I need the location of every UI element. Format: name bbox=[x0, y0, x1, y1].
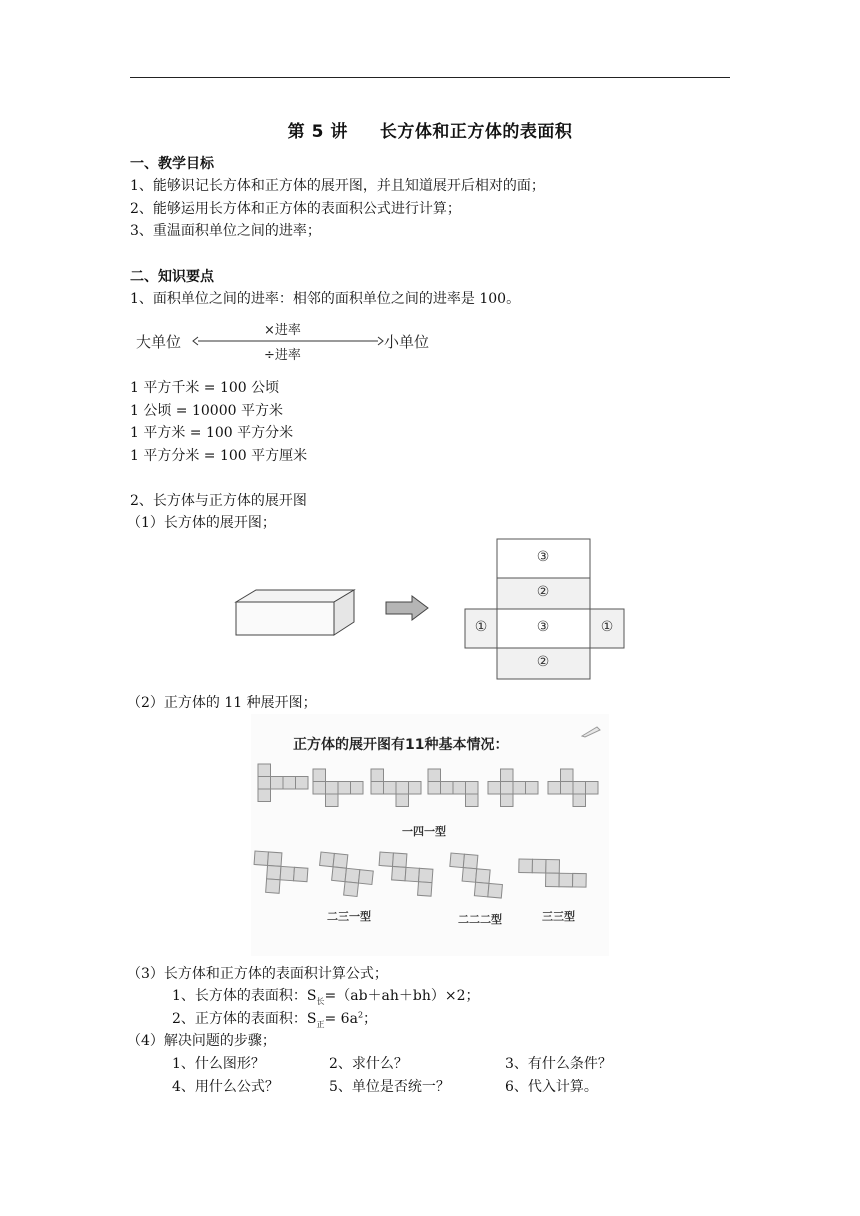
unit-conversion-diagram bbox=[130, 318, 440, 366]
sub4-text: （4）解决问题的步骤； bbox=[127, 1033, 276, 1049]
cuboid-formula: 1、长方体的表面积：$S_长=(ab+ah+bh)\times 2$； bbox=[172, 988, 480, 1006]
net-face-label: ③ bbox=[536, 619, 550, 635]
goal-item: 2、能够运用长方体和正方体的表面积公式进行计算； bbox=[130, 201, 461, 217]
conversion-line: 1 平方米 = 100 平方分米 bbox=[130, 425, 294, 441]
lecture-number: 第 5 讲 bbox=[287, 122, 348, 142]
sub1-text: （1）长方体的展开图； bbox=[127, 515, 276, 531]
conversion-line: 1 平方分米 = 100 平方厘米 bbox=[130, 448, 308, 464]
right-arrow-icon bbox=[384, 594, 432, 622]
net-face-label: ① bbox=[600, 619, 614, 635]
point2-text: 2、长方体与正方体的展开图 bbox=[130, 493, 307, 509]
cuboid-net bbox=[464, 538, 626, 680]
cube-net bbox=[519, 859, 587, 887]
point1-text: 1、面积单位之间的进率：相邻的面积单位之间的进率是 100。 bbox=[130, 291, 521, 307]
divide-rate-label: ÷进率 bbox=[264, 348, 301, 363]
section2-heading: 二、知识要点 bbox=[130, 269, 214, 285]
cube-net bbox=[313, 769, 363, 807]
net-face-label: ② bbox=[536, 584, 550, 600]
cube-net bbox=[371, 769, 421, 807]
big-unit-label: 大单位 bbox=[136, 333, 182, 351]
step-item: 1、什么图形？ bbox=[172, 1056, 265, 1072]
net-face-label: ① bbox=[474, 619, 488, 635]
goal-item: 1、能够识记长方体和正方体的展开图，并且知道展开后相对的面； bbox=[130, 178, 545, 194]
cube-nets-title: 正方体的展开图有11种基本情况： bbox=[293, 737, 509, 753]
step-item: 2、求什么？ bbox=[329, 1056, 408, 1072]
lecture-title: 长方体和正方体的表面积 bbox=[379, 122, 573, 142]
cube-net bbox=[488, 769, 538, 807]
cube-nets-figure bbox=[251, 714, 609, 956]
cube-net bbox=[428, 769, 478, 807]
cube-net bbox=[377, 852, 434, 896]
header-rule bbox=[130, 77, 730, 78]
net-type-label: 三三型 bbox=[542, 910, 575, 923]
net-type-label: 二二二型 bbox=[458, 913, 502, 926]
multiply-rate-label: ×进率 bbox=[264, 323, 301, 338]
net-face-label: ② bbox=[536, 654, 550, 670]
cube-formula: 2、正方体的表面积：$S_正= 6a^2$； bbox=[172, 1010, 378, 1029]
small-unit-label: 小单位 bbox=[384, 333, 430, 351]
step-item: 6、代入计算。 bbox=[505, 1079, 598, 1095]
conversion-line: 1 公顷 = 10000 平方米 bbox=[130, 403, 283, 419]
cube-net bbox=[447, 853, 504, 898]
section1-heading: 一、教学目标 bbox=[130, 156, 214, 172]
cube-net bbox=[252, 851, 309, 895]
double-arrow-icon bbox=[192, 334, 384, 348]
goal-item: 3、重温面积单位之间的进率； bbox=[130, 223, 321, 239]
sub3-text: （3）长方体和正方体的表面积计算公式； bbox=[127, 966, 388, 982]
step-item: 3、有什么条件？ bbox=[505, 1056, 612, 1072]
step-item: 4、用什么公式？ bbox=[172, 1079, 279, 1095]
cube-net bbox=[317, 852, 375, 898]
conversion-line: 1 平方千米 = 100 公顷 bbox=[130, 380, 280, 396]
net-type-label: 二三一型 bbox=[327, 910, 371, 923]
cube-net bbox=[258, 764, 308, 802]
step-item: 5、单位是否统一？ bbox=[329, 1079, 450, 1095]
net-face-label: ③ bbox=[536, 549, 550, 565]
page-title bbox=[130, 117, 730, 142]
sub2-text: （2）正方体的 11 种展开图； bbox=[127, 695, 317, 711]
net-type-label: 一四一型 bbox=[402, 825, 446, 838]
cube-net bbox=[548, 769, 598, 807]
cuboid-icon bbox=[230, 585, 360, 640]
